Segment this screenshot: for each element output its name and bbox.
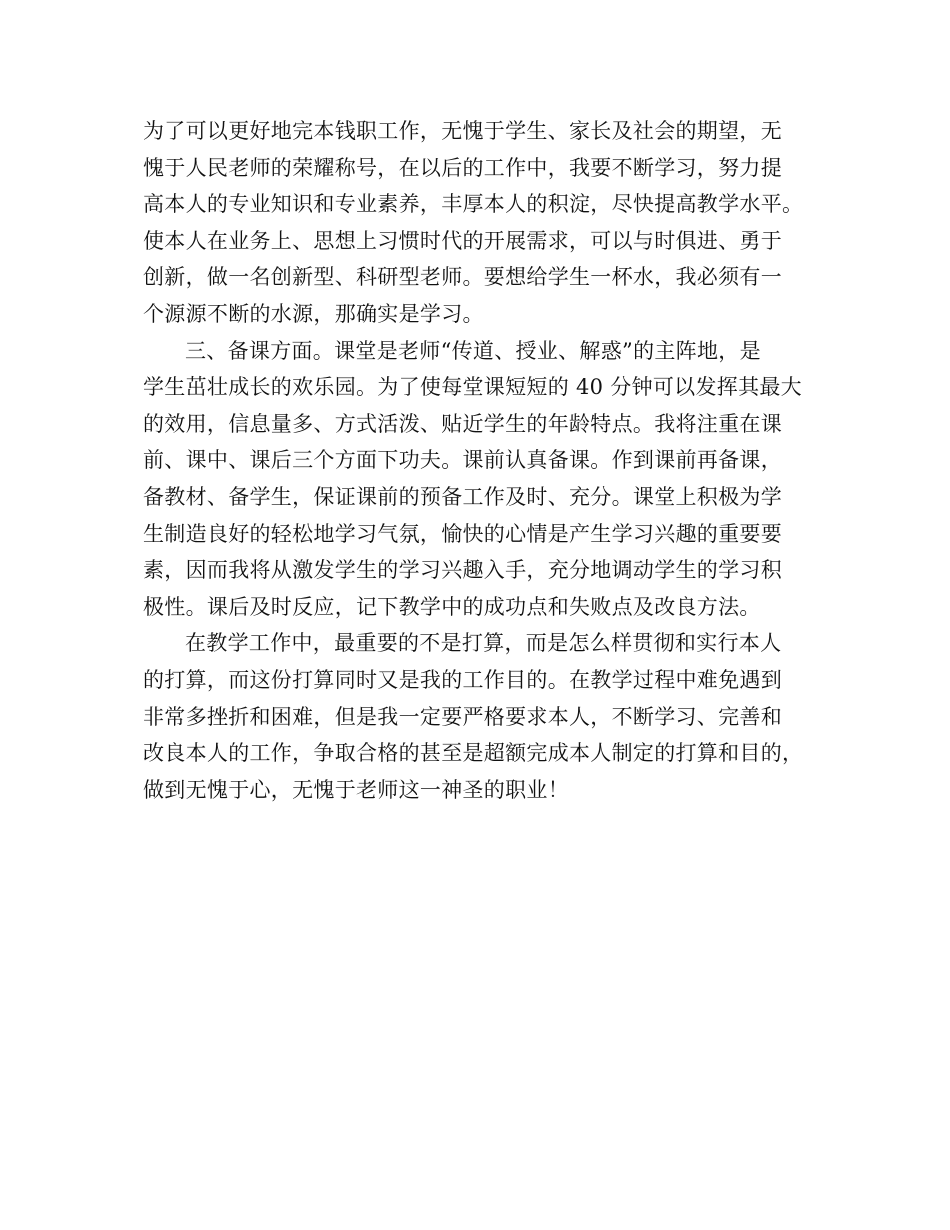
paragraph-3-line-3: 非常多挫折和困难，但是我一定要严格要求本人，不断学习、完善和 [143, 704, 782, 729]
paragraph-2-line-8: 极性。课后及时反应，记下教学中的成功点和失败点及改良方法。 [143, 594, 761, 619]
paragraph-1-line-3: 高本人的专业知识和专业素养，丰厚本人的积淀，尽快提高教学水平。 [143, 192, 804, 217]
paragraph-2-line-4: 前、课中、课后三个方面下功夫。课前认真备课。作到课前再备课， [143, 448, 782, 473]
paragraph-1-line-2: 愧于人民老师的荣耀称号，在以后的工作中，我要不断学习，努力提 [143, 155, 782, 180]
paragraph-3-line-1: 在教学工作中，最重要的不是打算，而是怎么样贯彻和实行本人 [185, 631, 782, 656]
paragraph-2-line-1: 三、备课方面。课堂是老师“传道、授业、解惑”的主阵地，是 [185, 338, 761, 363]
paragraph-3-line-2: 的打算，而这份打算同时又是我的工作目的。在教学过程中难免遇到 [143, 667, 782, 692]
paragraph-3-line-4: 改良本人的工作，争取合格的甚至是超额完成本人制定的打算和目的， [143, 741, 804, 766]
paragraph-1-line-4: 使本人在业务上、思想上习惯时代的开展需求，可以与时俱进、勇于 [143, 228, 782, 253]
paragraph-2-line-6: 生制造良好的轻松地学习气氛，愉快的心情是产生学习兴趣的重要要 [143, 521, 782, 546]
paragraph-1-line-6: 个源源不断的水源，那确实是学习。 [143, 301, 484, 326]
paragraph-2-line-2: 学生茁壮成长的欢乐园。为了使每堂课短短的 40 分钟可以发挥其最大 [143, 375, 802, 400]
paragraph-2-line-7: 素，因而我将从激发学生的学习兴趣入手，充分地调动学生的学习积 [143, 558, 782, 583]
paragraph-2-line-3: 的效用，信息量多、方式活泼、贴近学生的年龄特点。我将注重在课 [143, 411, 782, 436]
document-body [143, 113, 823, 808]
paragraph-1-line-5: 创新，做一名创新型、科研型老师。要想给学生一杯水，我必须有一 [143, 265, 782, 290]
paragraph-2-line-5: 备教材、备学生，保证课前的预备工作及时、充分。课堂上积极为学 [143, 484, 782, 509]
paragraph-3-line-5: 做到无愧于心，无愧于老师这一神圣的职业！ [143, 777, 569, 802]
paragraph-1-line-1: 为了可以更好地完本钱职工作，无愧于学生、家长及社会的期望，无 [143, 119, 782, 143]
